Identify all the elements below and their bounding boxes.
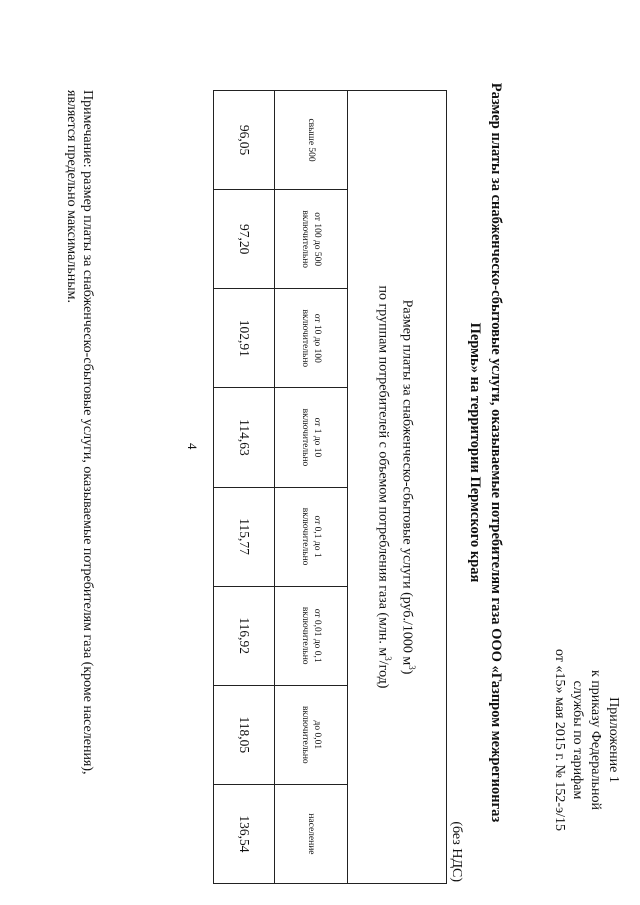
- tariff-table: [213, 90, 447, 884]
- group-header-cell: от 100 до 500 включительно: [275, 190, 348, 289]
- value-cell: 102,91: [214, 289, 275, 388]
- appendix-block: [550, 640, 622, 840]
- value-cell: 118,05: [214, 685, 275, 784]
- value-cell: 96,05: [214, 91, 275, 190]
- appendix-line: службы по тарифам: [570, 680, 585, 800]
- header-line-2: по группам потребителей с объемом потребления газа (млн. $м^3/год$): [375, 285, 393, 689]
- group-header-cell: свыше 500: [275, 91, 348, 190]
- appendix-line: от «15» мая 2015 г. № 152-э/15: [552, 649, 567, 831]
- group-header-cell: от 0,01 до 0,1 включительно: [275, 586, 348, 685]
- group-header-cell: население: [275, 784, 348, 883]
- group-header-cell: до 0,01 включительно: [275, 685, 348, 784]
- table-main-header: [348, 91, 447, 884]
- value-cell: 115,77: [214, 487, 275, 586]
- group-header-cell: от 10 до 100 включительно: [275, 289, 348, 388]
- vat-note: (без НДС): [449, 821, 464, 882]
- note-line: Примечание: размер платы за снабженческо-сбытовые услуги, оказываемые потребителям газа (кроме населения),: [80, 90, 95, 775]
- group-header-cell: от 0,1 до 1 включительно: [275, 487, 348, 586]
- appendix-line: к приказу Федеральной: [588, 670, 603, 810]
- value-cell: 97,20: [214, 190, 275, 289]
- header-line-1: Размер платы за снабженческо-сбытовые услуги (руб./1000 $м^3$): [399, 299, 417, 675]
- title-line: Пермь» на территории Пермского края: [467, 322, 483, 583]
- footnote: [63, 90, 95, 890]
- value-cell: 116,92: [214, 586, 275, 685]
- group-header-cell: от 1 до 10 включительно: [275, 388, 348, 487]
- page-number: 4: [185, 443, 200, 450]
- document-title: [464, 0, 506, 905]
- note-line: является предельно максимальным.: [64, 90, 79, 304]
- value-cell: 136,54: [214, 784, 275, 883]
- title-line: Размер платы за снабженческо-сбытовые услуги, оказываемые потребителям газа ООО «Газпром межрегионгаз: [488, 82, 504, 823]
- appendix-line: Приложение 1: [606, 697, 621, 783]
- value-cell: 114,63: [214, 388, 275, 487]
